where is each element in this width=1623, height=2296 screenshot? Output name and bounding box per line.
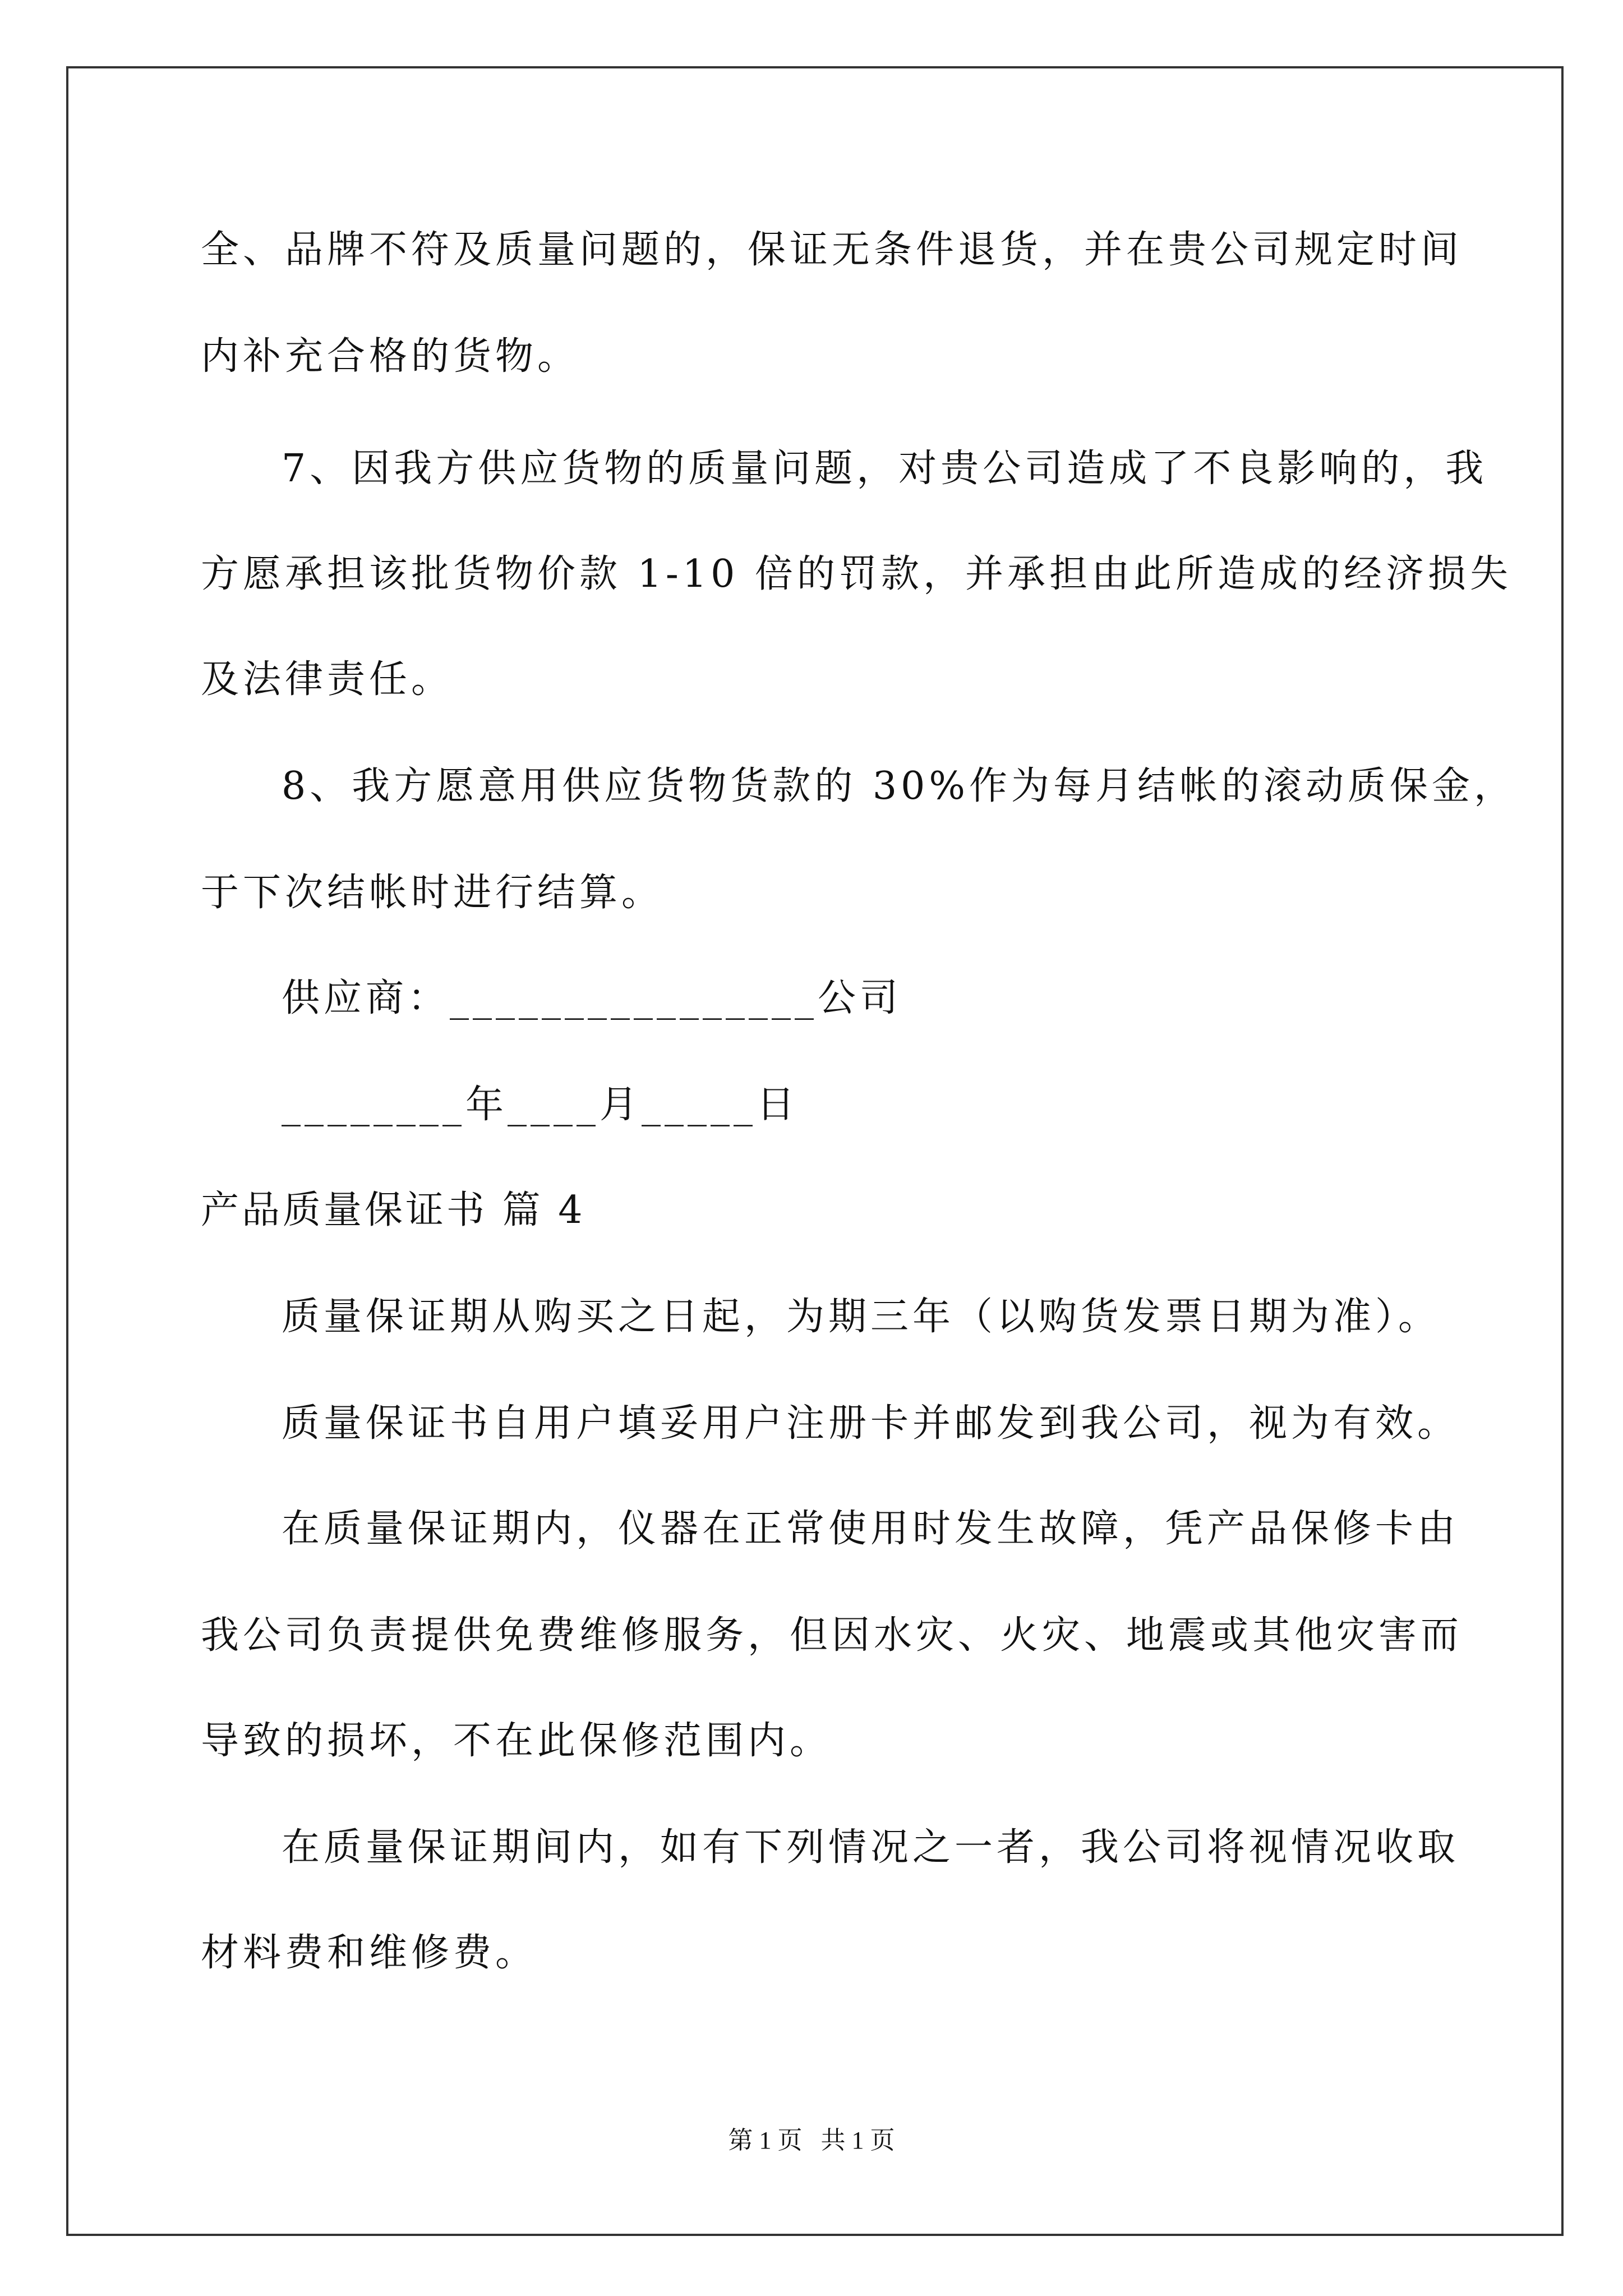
page-footer: 第 1 页 共 1 页: [728, 2127, 895, 2154]
body-line-11: 质量保证期从购买之日起，为期三年（以购货发票日期为准）。: [282, 1295, 1441, 1339]
body-line-1: 全、品牌不符及质量问题的，保证无条件退货，并在贵公司规定时间: [201, 228, 1463, 272]
body-line-2: 内补充合格的货物。: [201, 334, 580, 379]
body-line-14: 我公司负责提供免费维修服务，但因水灾、火灾、地震或其他灾害而: [201, 1613, 1463, 1658]
supplier-line: 供应商：________________公司: [282, 976, 902, 1020]
body-line-4: 方愿承担该批货物价款 1-10 倍的罚款，并承担由此所造成的经济损失: [201, 552, 1512, 596]
body-line-17: 材料费和维修费。: [201, 1931, 538, 1975]
body-line-5: 及法律责任。: [201, 657, 454, 702]
body-line-13: 在质量保证期内，仪器在正常使用时发生故障，凭产品保修卡由: [282, 1507, 1460, 1551]
body-line-3: 7、因我方供应货物的质量问题，对贵公司造成了不良影响的，我: [282, 447, 1488, 491]
section-heading: 产品质量保证书 篇 4: [201, 1188, 585, 1232]
body-line-15: 导致的损坏，不在此保修范围内。: [201, 1719, 832, 1763]
body-line-16: 在质量保证期间内，如有下列情况之一者，我公司将视情况收取: [282, 1825, 1460, 1870]
body-line-6: 8、我方愿意用供应货物货款的 30%作为每月结帐的滚动质保金，: [282, 764, 1516, 808]
body-line-7: 于下次结帐时进行结算。: [201, 871, 664, 915]
body-line-12: 质量保证书自用户填妥用户注册卡并邮发到我公司，视为有效。: [282, 1401, 1460, 1446]
page-border: [66, 66, 1564, 2236]
date-line: ________年____月_____日: [282, 1083, 799, 1127]
